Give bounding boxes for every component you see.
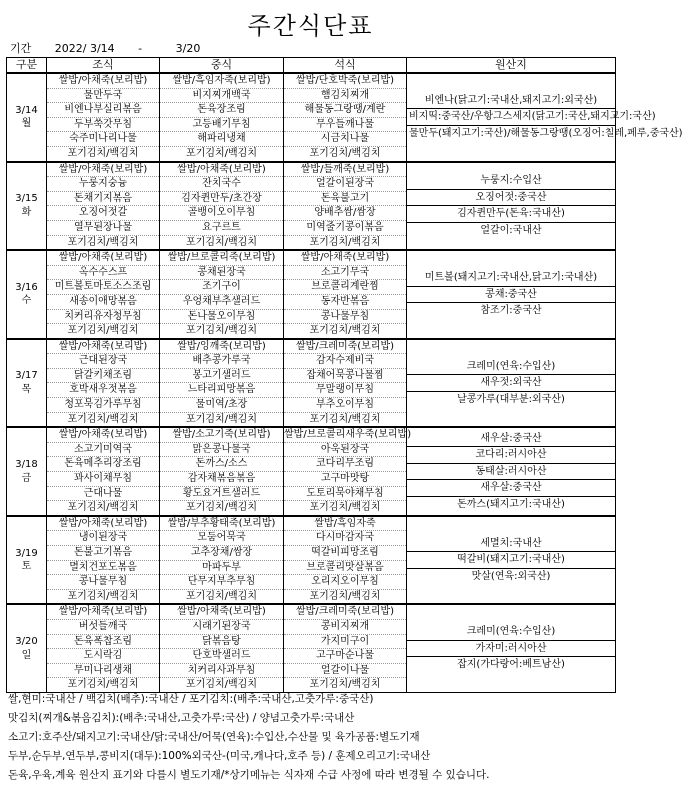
dinner-menu-item: 양배추쌈/쌈장 (284, 206, 406, 221)
lunch-menu-item: 돈육장조림 (160, 103, 283, 118)
dinner-cell (284, 250, 407, 339)
lunch-menu-item: 쌀밥/잉깨죽(보리밥) (160, 340, 283, 355)
dinner-cell (284, 73, 407, 162)
dinner-menu-item: 고구마맛탕 (284, 472, 406, 487)
breakfast-menu-item: 비엔나부실리볶음 (47, 103, 159, 118)
dinner-menu-item: 포기김치/백김치 (309, 590, 381, 602)
dinner-menu-item: 쌀밥/크레미죽(보리밥) (284, 340, 406, 355)
dinner-menu-item: 소고기무국 (284, 266, 406, 281)
breakfast-menu-item: 미트볼토마토소스조림 (47, 280, 159, 295)
breakfast-menu-item: 콩나물무침 (47, 575, 159, 590)
origin-item: 오징어젓:중국산 (407, 190, 615, 207)
origin-item: 새우살:중국산 (407, 480, 615, 497)
origin-item: 동태살:러시아산 (407, 464, 615, 481)
origin-item: 맛살(연육:외국산) (471, 570, 551, 582)
dinner-menu-item: 오리지오이무침 (284, 575, 406, 590)
dinner-menu-item: 햄김치찌개 (284, 89, 406, 104)
breakfast-menu-item: 도시락김 (47, 649, 159, 664)
origin-cell (407, 73, 683, 162)
day-weekday: 목 (21, 383, 32, 395)
origin-item: 코다리:러시아산 (407, 447, 615, 464)
breakfast-menu-item: 포기김치/백김치 (67, 413, 139, 425)
lunch-menu-item: 단무지부추무침 (160, 575, 283, 590)
origin-item: 날콩가루(대부분:외국산) (457, 393, 565, 405)
lunch-menu-item: 고추장채/쌈장 (160, 546, 283, 561)
dinner-menu-item: 쌀밥/단호박죽(보리밥) (284, 74, 406, 89)
lunch-menu-item: 맑은콩나물국 (160, 443, 283, 458)
dinner-cell (284, 339, 407, 428)
dinner-menu-item: 쌀밥/들깨죽(보리밥) (284, 163, 406, 178)
lunch-menu-item: 고등배기무침 (160, 118, 283, 133)
day-label (7, 516, 47, 605)
dinner-menu-item: 고구마순나물 (284, 649, 406, 664)
lunch-menu-item: 조기구이 (160, 280, 283, 295)
day-date: 3/15 (15, 193, 38, 205)
lunch-menu-item: 포기김치/백김치 (186, 147, 257, 159)
dinner-menu-item: 동자반볶음 (284, 295, 406, 310)
dinner-menu-item: 브로콜리맛살볶음 (284, 561, 406, 576)
breakfast-menu-item: 쌀밥/아채죽(보리밥) (47, 340, 159, 355)
origin-item: 콩채:중국산 (407, 287, 615, 304)
day-label (7, 73, 47, 162)
breakfast-menu-item: 돈채기지볶음 (47, 192, 159, 207)
day-label (7, 339, 47, 428)
lunch-menu-item: 쌀밥/아채죽(보리밥) (160, 605, 283, 620)
dinner-menu-item: 시금치나물 (284, 132, 406, 147)
breakfast-menu-item: 버섯들깨국 (47, 620, 159, 635)
breakfast-cell (47, 427, 160, 516)
origin-item: 떡갈비(돼지고기:국내산) (407, 552, 615, 569)
lunch-menu-item: 비지찌개백국 (160, 89, 283, 104)
breakfast-menu-item: 돈육폭찹조림 (47, 635, 159, 650)
breakfast-menu-item: 열무된장나물 (47, 221, 159, 236)
header-origin: 원산지 (407, 58, 616, 74)
breakfast-cell (47, 162, 160, 251)
day-row (7, 250, 616, 339)
day-weekday: 금 (21, 472, 32, 484)
origin-cell (407, 516, 616, 605)
origin-item: 비엔나(닭고기:국내산,돼지고기:외국산) (407, 93, 615, 110)
day-date: 3/17 (15, 370, 38, 382)
dinner-menu-item: 무우들깨나물 (284, 118, 406, 133)
dinner-menu-item: 얼갈이된장국 (284, 177, 406, 192)
lunch-menu-item: 닭볶음탕 (160, 635, 283, 650)
breakfast-menu-item: 포기김치/백김치 (67, 502, 139, 514)
origin-cell (407, 339, 616, 428)
origin-item: 새우살:중국산 (407, 431, 615, 448)
lunch-menu-item: 포기김치/백김치 (186, 590, 257, 602)
lunch-menu-item: 쌀밥/부추황태죽(보리밥) (160, 517, 283, 532)
breakfast-menu-item: 쌀밥/아채죽(보리밥) (47, 428, 159, 443)
origin-item: 누룽지:수입산 (407, 173, 615, 190)
lunch-cell (160, 339, 284, 428)
dinner-menu-item: 감자수제비국 (284, 354, 406, 369)
dinner-menu-item: 콩나물무침 (284, 310, 406, 325)
origin-item: 참조기:중국산 (480, 305, 542, 317)
breakfast-menu-item: 꽈사이채무침 (47, 472, 159, 487)
breakfast-menu-item: 두부쑥갓무침 (47, 118, 159, 133)
breakfast-menu-item: 새송이애망볶음 (47, 295, 159, 310)
origin-item: 김자퀸만두(돈육:국내산) (407, 206, 615, 223)
origin-cell (407, 162, 616, 251)
lunch-cell (160, 250, 284, 339)
day-weekday: 수 (21, 295, 32, 307)
dinner-menu-item: 해물동그랑땡/계란 (284, 103, 406, 118)
dinner-menu-item: 쌀밥/크레미죽(보리밥) (284, 605, 406, 620)
breakfast-menu-item: 옥수수스프 (47, 266, 159, 281)
dinner-menu-item: 잡채어묵콩나물찜 (284, 369, 406, 384)
dinner-cell (284, 516, 407, 605)
breakfast-menu-item: 돈불고기볶음 (47, 546, 159, 561)
lunch-menu-item: 치커리사과무침 (160, 664, 283, 679)
page-title: 주간식단표 (247, 12, 374, 40)
dinner-menu-item: 포기김치/백김치 (309, 502, 381, 514)
breakfast-menu-item: 쌀밥/아채죽(보리밥) (47, 163, 159, 178)
day-row (7, 339, 616, 428)
origin-item: 가자미:러시아산 (407, 641, 615, 658)
lunch-menu-item: 물미역/초장 (160, 398, 283, 413)
lunch-menu-item: 쌀밥/브로콜리죽(보리밥) (160, 251, 283, 266)
dinner-menu-item: 가지미구이 (284, 635, 406, 650)
origin-item: 세멸치:국내산 (407, 536, 615, 553)
header-breakfast: 조식 (47, 58, 160, 74)
lunch-menu-item: 골뱅이오이무침 (160, 206, 283, 221)
header-row (7, 58, 616, 74)
origin-item: 크레미(연육:수입산) (407, 359, 615, 376)
breakfast-menu-item: 포기김치/백김치 (67, 236, 139, 248)
breakfast-menu-item: 쌀밥/아채죽(보리밥) (47, 251, 159, 266)
day-row (7, 73, 616, 162)
breakfast-menu-item: 물만두국 (47, 89, 159, 104)
origin-item: 물만두(돼지고기:국산)/해물동그랑땡(오징어:칠레,페루,중국산) (409, 128, 683, 140)
origin-cell (407, 250, 616, 339)
breakfast-menu-item: 쌀밥/아채죽(보리밥) (47, 74, 159, 89)
note-line: 돈육,우육,계육 원산지 표기와 다를시 별도기재/*상기메뉴는 식자재 수급 사정에 따라 변경될 수 있습니다. (8, 769, 490, 781)
breakfast-menu-item: 소고기미역국 (47, 443, 159, 458)
dinner-menu-item: 다시마감자국 (284, 531, 406, 546)
dinner-menu-item: 도토리묵야채무침 (284, 487, 406, 502)
dinner-menu-item: 쌀밥/아채죽(보리밥) (284, 251, 406, 266)
lunch-menu-item: 우엉채부추샐러드 (160, 295, 283, 310)
dinner-menu-item: 떡갈비피망조림 (284, 546, 406, 561)
dinner-menu-item: 포기김치/백김치 (309, 413, 381, 425)
origin-cell (407, 427, 616, 516)
breakfast-menu-item: 쌀밥/아채죽(보리밥) (47, 517, 159, 532)
dinner-cell (284, 604, 407, 692)
lunch-menu-item: 쌀밥/소고기죽(보리밥) (160, 428, 283, 443)
period-line (10, 40, 200, 56)
lunch-menu-item: 포기김치/백김치 (186, 502, 257, 514)
lunch-menu-item: 봉고기샐러드 (160, 369, 283, 384)
dinner-menu-item: 쌀밥/브로콜리새우죽(보리밥) (284, 428, 406, 443)
breakfast-menu-item: 닭갈키채조림 (47, 369, 159, 384)
note-line: 두부,순두부,연두부,콩비지(대두):100%외국산-(미국,캐나다,호주 등) / 훈제오리고기:국내산 (8, 750, 431, 762)
day-date: 3/20 (15, 636, 38, 648)
origin-item: 얼갈이:국내산 (480, 224, 542, 236)
day-weekday: 월 (21, 118, 32, 130)
breakfast-menu-item: 청포묵김가루무침 (47, 398, 159, 413)
breakfast-menu-item: 오징어젓갈 (47, 206, 159, 221)
lunch-menu-item: 느타리피망볶음 (160, 383, 283, 398)
day-label (7, 604, 47, 692)
dinner-menu-item: 포기김치/백김치 (309, 147, 381, 159)
lunch-menu-item: 돈까스/소스 (160, 457, 283, 472)
day-date: 3/19 (15, 547, 38, 559)
day-row (7, 427, 616, 516)
origin-item: 비지띡:중국산/우항그스세지(닭고기:국산,돼지고기:국산) (407, 109, 615, 126)
day-weekday: 토 (21, 561, 32, 573)
dinner-menu-item: 무말랭이무침 (284, 383, 406, 398)
lunch-menu-item: 해파리냉채 (160, 132, 283, 147)
lunch-menu-item: 쌀밥/아채죽(보리밥) (160, 163, 283, 178)
note-line: 맛김치(찌개&볶음김치):(배추:국내산,고춧가루:국산) / 양념고춧가루:국내산 (8, 712, 355, 724)
day-label (7, 162, 47, 251)
day-row (7, 604, 616, 692)
dinner-menu-item: 돈육불고기 (284, 192, 406, 207)
lunch-menu-item: 김자퀸만두/초간장 (160, 192, 283, 207)
dinner-menu-item: 얼갈이나물 (284, 664, 406, 679)
dinner-menu-item: 아욱된장국 (284, 443, 406, 458)
lunch-cell (160, 427, 284, 516)
lunch-menu-item: 포기김치/백김치 (186, 413, 257, 425)
dinner-menu-item: 포기김치/백김치 (309, 679, 381, 691)
period-start: 2022/ 3/14 (54, 42, 115, 55)
breakfast-menu-item: 근대나물 (47, 487, 159, 502)
dinner-menu-item: 포기김치/백김치 (309, 325, 381, 337)
breakfast-cell (47, 604, 160, 692)
header-dinner: 석식 (284, 58, 407, 74)
breakfast-menu-item: 냉이된장국 (47, 531, 159, 546)
day-weekday: 화 (21, 206, 32, 218)
breakfast-menu-item: 쌀밥/아채죽(보리밥) (47, 605, 159, 620)
lunch-menu-item: 모둠어묵국 (160, 531, 283, 546)
dinner-menu-item: 미역줄기콩이볶음 (284, 221, 406, 236)
lunch-menu-item: 포기김치/백김치 (186, 325, 257, 337)
period-end: 3/20 (175, 42, 201, 55)
origin-item: 새우젓:외국산 (407, 375, 615, 392)
lunch-menu-item: 포기김치/백김치 (186, 679, 257, 691)
lunch-menu-item: 포기김치/백김치 (186, 236, 257, 248)
day-date: 3/18 (15, 458, 38, 470)
dinner-menu-item: 쌀밥/흑임자죽 (284, 517, 406, 532)
day-row (7, 516, 616, 605)
origin-cell (407, 604, 616, 692)
breakfast-menu-item: 누룽지숭늉 (47, 177, 159, 192)
day-date: 3/16 (15, 281, 38, 293)
breakfast-menu-item: 포기김치/백김치 (67, 679, 139, 691)
breakfast-menu-item: 포기김치/백김치 (67, 590, 139, 602)
breakfast-cell (47, 339, 160, 428)
dinner-menu-item: 포기김치/백김치 (309, 236, 381, 248)
period-dash: - (138, 42, 143, 55)
lunch-cell (160, 604, 284, 692)
breakfast-menu-item: 근대된장국 (47, 354, 159, 369)
dinner-menu-item: 콩비지찌개 (284, 620, 406, 635)
breakfast-menu-item: 포기김치/백김치 (67, 147, 139, 159)
dinner-cell (284, 162, 407, 251)
breakfast-menu-item: 호박새우젓볶음 (47, 383, 159, 398)
dinner-menu-item: 부추오이무침 (284, 398, 406, 413)
note-line: 쌀,현미:국내산 / 백김치(배추):국내산 / 포기김치:(배추:국내산,고춧가루:중국산) (8, 693, 374, 705)
day-row (7, 162, 616, 251)
lunch-cell (160, 73, 284, 162)
breakfast-cell (47, 516, 160, 605)
lunch-menu-item: 배추콩가루국 (160, 354, 283, 369)
dinner-menu-item: 브로콜리계란찜 (284, 280, 406, 295)
lunch-menu-item: 잔치국수 (160, 177, 283, 192)
breakfast-cell (47, 73, 160, 162)
lunch-cell (160, 516, 284, 605)
breakfast-cell (47, 250, 160, 339)
breakfast-menu-item: 숙주미나리나물 (47, 132, 159, 147)
header-lunch: 중식 (160, 58, 284, 74)
day-label (7, 427, 47, 516)
lunch-menu-item: 쌀밥/흑임자죽(보리밥) (160, 74, 283, 89)
dinner-cell (284, 427, 412, 516)
lunch-menu-item: 요구르트 (160, 221, 283, 236)
day-date: 3/14 (15, 104, 38, 116)
dinner-menu-item: 코다리무조림 (284, 457, 406, 472)
period-label: 기간 (10, 42, 32, 55)
breakfast-menu-item: 무미나리생채 (47, 664, 159, 679)
breakfast-menu-item: 치커리유자청무침 (47, 310, 159, 325)
breakfast-menu-item: 멸치건포도볶음 (47, 561, 159, 576)
lunch-menu-item: 감자채볶음볶음 (160, 472, 283, 487)
day-label (7, 250, 47, 339)
origin-item: 잡지(가다랑어:베트남산) (457, 659, 565, 671)
lunch-menu-item: 단호박샐러드 (160, 649, 283, 664)
lunch-menu-item: 시래기된장국 (160, 620, 283, 635)
lunch-menu-item: 콩채된장국 (160, 266, 283, 281)
weekly-menu-table (6, 57, 683, 693)
origin-item: 크레미(연육:수입산) (407, 624, 615, 641)
header-category: 구분 (7, 58, 47, 74)
day-weekday: 일 (21, 649, 32, 661)
breakfast-menu-item: 돈육메추리장조림 (47, 457, 159, 472)
lunch-menu-item: 황도요거트샐러드 (160, 487, 283, 502)
note-line: 소고기:호주산/돼지고기:국내산/닭:국내산/어묵(연육):수입산,수산물 및 육가공품:별도기재 (8, 731, 420, 743)
lunch-menu-item: 돈나물오이무침 (160, 310, 283, 325)
breakfast-menu-item: 포기김치/백김치 (67, 325, 139, 337)
lunch-menu-item: 마파두부 (160, 561, 283, 576)
origin-item: 돈까스(돼지고기:국내산) (457, 498, 565, 510)
origin-item: 미트볼(돼지고기:국내산,닭고기:국내산) (407, 270, 615, 287)
notes (8, 690, 618, 785)
lunch-cell (160, 162, 284, 251)
